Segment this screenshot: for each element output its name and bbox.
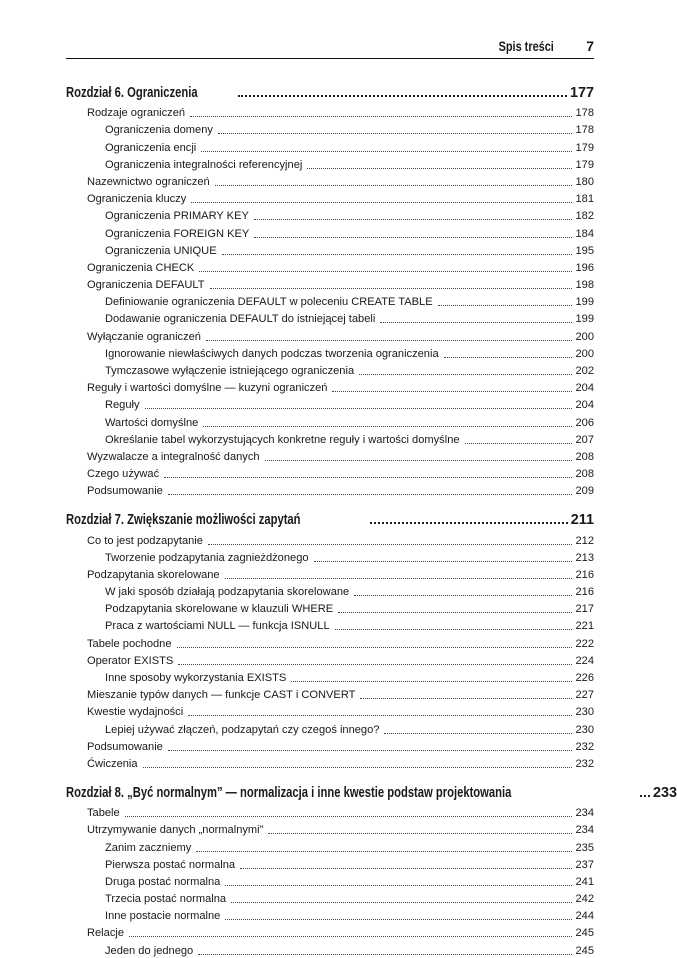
entry-page-number: 206 [575,416,594,429]
entry-title: Wartości domyślne [105,416,199,429]
toc-section-entry[interactable] [66,103,594,120]
entry-title: Utrzymywanie danych „normalnymi” [87,824,264,837]
dot-leader [438,305,573,306]
table-of-contents [66,79,677,958]
chapter-spacer [66,771,594,779]
entry-page-number: 200 [575,330,594,343]
toc-section-entry[interactable] [66,378,594,395]
entry-title: Reguły [105,399,140,412]
entry-page-number: 245 [575,927,594,940]
entry-title: Ograniczenia integralności referencyjnej [105,158,303,171]
entry-page-number: 178 [575,124,594,137]
entry-page-number: 242 [575,893,594,906]
entry-title: Ograniczenia encji [105,141,197,154]
dot-leader [143,767,573,768]
toc-section-entry[interactable] [66,326,594,343]
entry-page-number: 196 [575,261,594,274]
entry-page-number: 237 [575,858,594,871]
dot-leader [168,750,573,751]
toc-subsection-entry[interactable] [66,412,594,429]
toc-subsection-entry[interactable] [66,837,594,854]
dot-leader [240,868,572,869]
entry-title: Tabele pochodne [87,637,172,650]
entry-page-number: 202 [575,365,594,377]
dot-leader [178,664,572,665]
entry-title: Lepiej używać złączeń, podzapytań czy czegoś innego? [105,723,380,736]
entry-page-number: 195 [575,244,594,257]
chapter-title: Rozdział 8. „Być normalnym” — normalizacja i inne kwestie podstaw projektowania [66,784,512,801]
entry-title: Ograniczenia UNIQUE [105,244,217,257]
toc-section-entry[interactable] [66,189,594,206]
toc-section-entry[interactable] [66,530,594,547]
entry-title: Podzapytania skorelowane [87,568,220,581]
toc-subsection-entry[interactable] [66,137,594,154]
entry-title: Tymczasowe wyłączenie istniejącego ograniczenia [105,365,355,377]
entry-page-number: 241 [575,875,594,888]
toc-subsection-entry[interactable] [66,309,594,326]
entry-page-number: 245 [575,944,594,957]
entry-page-number: 221 [575,620,594,633]
entry-title: Reguły i wartości domyślne — kuzyni ograniczeń [87,382,328,395]
dot-leader [307,168,572,169]
toc-section-entry[interactable] [66,820,594,837]
toc-section-entry[interactable] [66,923,594,940]
entry-page-number: 178 [575,107,594,120]
entry-title: Trzecia postać normalna [105,893,227,906]
entry-title: Określanie tabel wykorzystujących konkretne reguły i wartości domyślne [105,433,460,446]
toc-section-entry[interactable] [66,651,594,668]
dot-leader [314,561,573,562]
dot-leader [238,95,567,97]
dot-leader [125,816,573,817]
toc-section-entry[interactable] [66,685,594,702]
toc-subsection-entry[interactable] [66,582,594,599]
dot-leader [198,954,572,955]
dot-leader [640,795,650,797]
dot-leader [254,237,572,238]
entry-page-number: 199 [575,313,594,326]
entry-page-number: 184 [575,227,594,240]
toc-subsection-entry[interactable] [66,292,594,309]
entry-title: Mieszanie typów danych — funkcje CAST i CONVERT [87,689,356,702]
entry-title: Ćwiczenia [87,757,138,770]
entry-title: Ograniczenia PRIMARY KEY [105,210,249,223]
entry-title: Podsumowanie [87,485,163,498]
entry-page-number: 230 [575,706,594,719]
entry-page-number: 182 [575,210,594,223]
entry-page-number: 234 [575,807,594,820]
entry-page-number: 199 [575,296,594,309]
entry-page-number: 208 [575,468,594,481]
toc-section-entry[interactable] [66,481,594,498]
entry-page-number: 208 [575,450,594,463]
entry-page-number: 224 [575,654,594,667]
chapter-title: Rozdział 6. Ograniczenia [66,85,198,101]
entry-title: Wyłączanie ograniczeń [87,330,201,343]
dot-leader [444,357,573,358]
entry-page-number: 230 [575,723,594,736]
dot-leader [231,902,572,903]
entry-page-number: 213 [575,551,594,564]
entry-title: Tabele [87,807,120,820]
toc-subsection-entry[interactable] [66,599,594,616]
toc-subsection-entry[interactable] [66,206,594,223]
dot-leader [210,288,573,289]
entry-title: Tworzenie podzapytania zagnieżdżonego [105,551,309,564]
entry-title: Relacje [87,927,124,940]
entry-title: Zanim zaczniemy [105,841,192,854]
dot-leader [196,851,572,852]
entry-page-number: 180 [575,175,594,188]
entry-page-number: 212 [575,534,594,547]
entry-title: Inne sposoby wykorzystania EXISTS [105,672,287,684]
dot-leader [225,919,572,920]
dot-leader [268,833,572,834]
chapter-page-number: 211 [570,512,594,529]
entry-page-number: 204 [575,399,594,412]
entry-page-number: 179 [575,158,594,171]
toc-section-entry[interactable] [66,754,594,771]
dot-leader [177,647,573,648]
toc-subsection-entry[interactable] [66,616,594,633]
dot-leader [218,133,573,134]
chapter-heading[interactable] [66,779,677,801]
entry-title: Ograniczenia FOREIGN KEY [105,227,250,240]
entry-title: Nazewnictwo ograniczeń [87,175,210,188]
chapter-heading[interactable] [66,506,594,528]
toc-subsection-entry[interactable] [66,668,594,685]
chapter-page-number: 177 [569,85,594,101]
toc-subsection-entry[interactable] [66,361,594,378]
toc-subsection-entry[interactable] [66,395,594,412]
entry-page-number: 232 [575,757,594,770]
entry-page-number: 181 [575,193,594,206]
toc-subsection-entry[interactable] [66,344,594,361]
dot-leader [335,629,573,630]
dot-leader [360,698,572,699]
entry-title: Definiowanie ograniczenia DEFAULT w poleceniu CREATE TABLE [105,296,433,309]
entry-page-number: 235 [575,841,594,854]
page-header [66,38,594,59]
entry-title: Co to jest podzapytanie [87,534,203,547]
dot-leader [291,681,572,682]
entry-title: Praca z wartościami NULL — funkcja ISNULL [105,620,330,633]
entry-title: Ograniczenia kluczy [87,193,187,206]
toc-section-entry[interactable] [66,447,594,464]
dot-leader [129,936,572,937]
entry-title: Ograniczenia domeny [105,124,213,137]
entry-title: Ignorowanie niewłaściwych danych podczas tworzenia ograniczenia [105,347,439,360]
toc-subsection-entry[interactable] [66,855,594,872]
dot-leader [359,374,572,375]
entry-title: Pierwsza postać normalna [105,858,236,871]
header-page-number: 7 [586,38,594,54]
entry-title: Wyzwalacze a integralność danych [87,450,260,463]
toc-subsection-entry[interactable] [66,241,594,258]
entry-page-number: 244 [575,910,594,923]
entry-title: Podsumowanie [87,740,163,753]
dot-leader [145,408,573,409]
toc-subsection-entry[interactable] [66,889,594,906]
dot-leader [332,391,572,392]
dot-leader [190,116,572,117]
toc-subsection-entry[interactable] [66,940,594,957]
dot-leader [191,202,572,203]
entry-title: Kwestie wydajności [87,706,184,719]
chapter-title: Rozdział 7. Zwiększanie możliwości zapytań [66,512,301,529]
dot-leader [208,544,573,545]
chapter-page-number: 233 [652,784,677,801]
entry-page-number: 226 [575,672,594,684]
dot-leader [338,612,572,613]
toc-section-entry[interactable] [66,172,594,189]
entry-title: Druga postać normalna [105,875,221,888]
entry-page-number: 209 [575,485,594,498]
toc-subsection-entry[interactable] [66,719,594,736]
entry-page-number: 216 [575,568,594,581]
dot-leader [168,494,573,495]
toc-subsection-entry[interactable] [66,120,594,137]
entry-title: Ograniczenia CHECK [87,261,195,274]
toc-section-entry[interactable] [66,702,594,719]
dot-leader [254,219,573,220]
entry-page-number: 179 [575,141,594,154]
entry-title: Podzapytania skorelowane w klauzuli WHERE [105,603,334,616]
entry-page-number: 204 [575,382,594,395]
dot-leader [354,595,572,596]
dot-leader [225,578,573,579]
entry-title: Czego używać [87,468,160,481]
toc-subsection-entry[interactable] [66,430,594,447]
toc-subsection-entry[interactable] [66,872,594,889]
entry-title: W jaki sposób działają podzapytania skorelowane [105,586,350,599]
toc-subsection-entry[interactable] [66,223,594,240]
toc-subsection-entry[interactable] [66,155,594,172]
chapter-heading[interactable] [66,79,594,101]
entry-page-number: 216 [575,586,594,599]
toc-section-entry[interactable] [66,633,594,650]
header-title: Spis treści [498,38,554,54]
toc-section-entry[interactable] [66,275,594,292]
toc-section-entry[interactable] [66,464,594,481]
entry-page-number: 217 [575,603,594,616]
dot-leader [265,460,573,461]
entry-title: Ograniczenia DEFAULT [87,279,205,292]
dot-leader [188,715,572,716]
entry-page-number: 234 [575,824,594,837]
entry-page-number: 200 [575,347,594,360]
dot-leader [222,254,573,255]
dot-leader [384,733,572,734]
entry-page-number: 222 [575,637,594,650]
entry-page-number: 232 [575,740,594,753]
dot-leader [203,426,572,427]
entry-title: Inne postacie normalne [105,910,221,923]
toc-section-entry[interactable] [66,737,594,754]
chapter-spacer [66,498,594,506]
toc-subsection-entry[interactable] [66,548,594,565]
dot-leader [465,443,573,444]
entry-page-number: 227 [575,689,594,702]
dot-leader [380,322,572,323]
entry-title: Dodawanie ograniczenia DEFAULT do istniejącej tabeli [105,313,376,326]
entry-page-number: 198 [575,279,594,292]
dot-leader [215,185,573,186]
dot-leader [370,522,568,524]
dot-leader [201,151,572,152]
entry-title: Jeden do jednego [105,944,194,957]
dot-leader [199,271,572,272]
toc-section-entry[interactable] [66,803,594,820]
dot-leader [206,340,573,341]
toc-subsection-entry[interactable] [66,906,594,923]
entry-title: Operator EXISTS [87,654,174,667]
dot-leader [225,885,572,886]
entry-title: Rodzaje ograniczeń [87,107,186,120]
dot-leader [164,477,572,478]
toc-section-entry[interactable] [66,565,594,582]
toc-section-entry[interactable] [66,258,594,275]
entry-page-number: 207 [575,433,594,446]
